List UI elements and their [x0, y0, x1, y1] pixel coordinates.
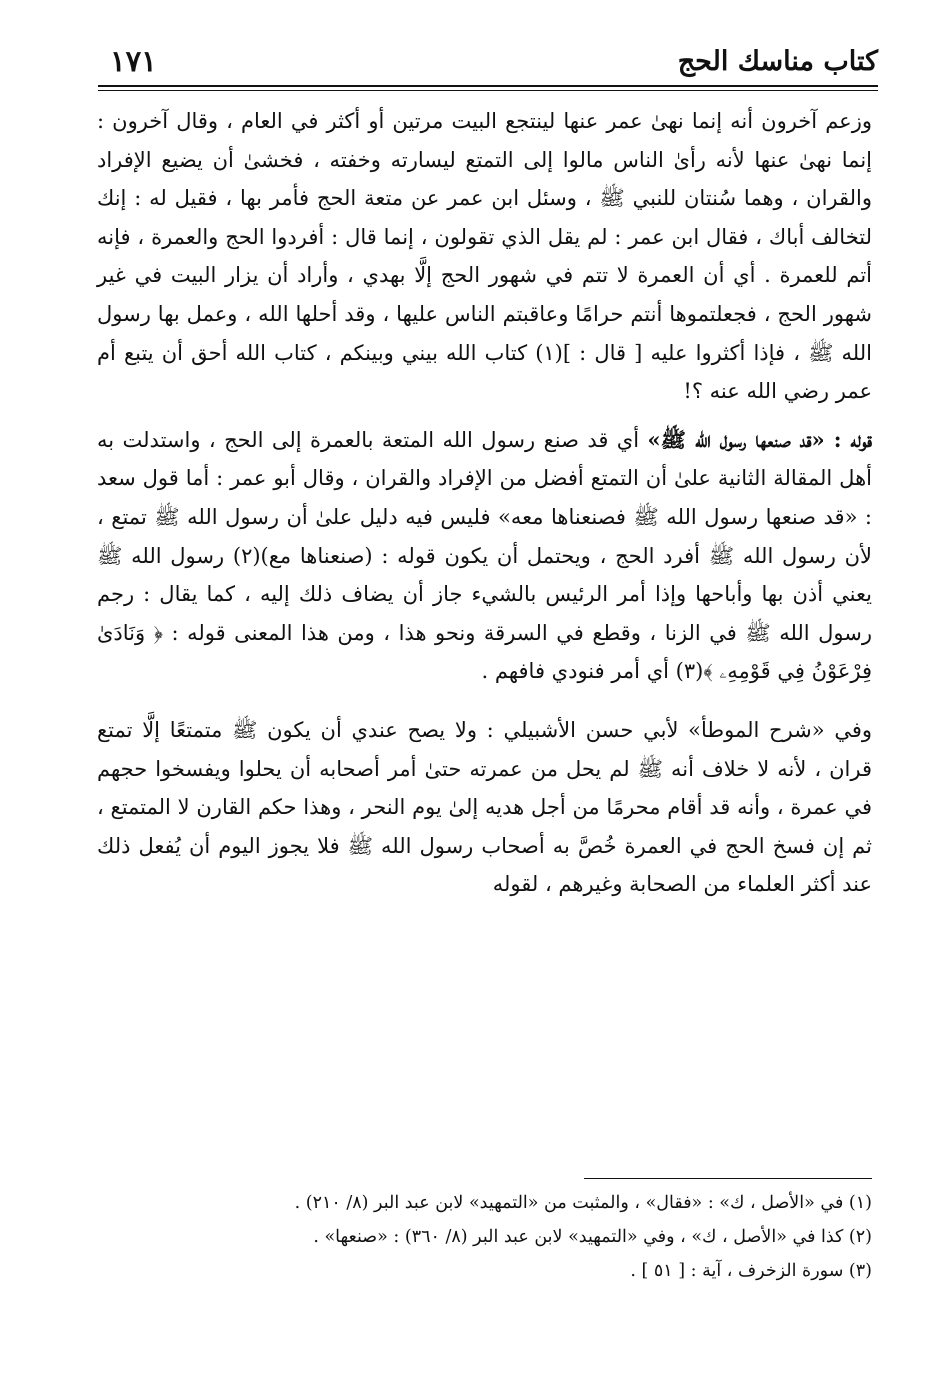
- paragraph-text: أي قد صنع رسول الله المتعة بالعمرة إلى الحج ، واستدلت به أهل المقالة الثانية علىٰ أن التمتع أفضل من الإفراد والقران ، وقال أبو عمر : أما قول سعد : «قد صنعها رسول الله ﷺ فصنعناها معه» فليس فيه دليل علىٰ أن رسول الله ﷺ تمتع ، لأن رسول الله ﷺ أفرد الحج ، ويحتمل أن يكون قوله : (صنعناها مع)(٢) رسول الله ﷺ يعني أذن بها وأباحها وإذا أمر الرئيس بالشيء جاز أن يضاف ذلك إليه ، كما يقال : رجم رسول الله ﷺ في الزنا ، وقطع في السرقة ونحو هذا ، ومن هذا المعنى قوله : ﴿ وَنَادَىٰ فِرْعَوْنُ فِي قَوْمِهِۦ ﴾(٣) أي أمر فنودي فافهم .: [97, 427, 872, 684]
- header-rule: [98, 85, 878, 87]
- footnotes: [97, 1186, 872, 1288]
- running-title: كتاب مناسك الحج: [677, 46, 878, 77]
- paragraph: [97, 711, 872, 904]
- paragraph: [97, 421, 872, 691]
- page-number: ١٧١: [110, 44, 157, 78]
- paragraph-lead: قوله : «قد صنعها رسول الله ﷺ»: [647, 426, 872, 452]
- page-header: [100, 38, 878, 88]
- paragraph-text: وفي «شرح الموطأ» لأبي حسن الأشبيلي : ولا يصح عندي أن يكون ﷺ متمتعًا إلَّا تمتع قران ، لأنه لا خلاف أنه ﷺ لم يحل من عمرته حتىٰ أمر أصحابه أن يحلوا ويفسخوا حجهم في عمرة ، وأنه قد أقام محرمًا من أجل هديه إلىٰ يوم النحر ، وهذا حكم القارن لا المتمتع ، ثم إن فسخ الحج في العمرة خُصَّ به أصحاب رسول الله ﷺ فلا يجوز اليوم أن يُفعل ذلك عند أكثر العلماء من الصحابة وغيرهم ، لقوله: [97, 717, 872, 897]
- footnote: (٣) سورة الزخرف ، آية : [ ٥١ ] .: [630, 1261, 872, 1281]
- footnote: (١) في «الأصل ، ك» : «فقال» ، والمثبت من «التمهيد» لابن عبد البر (٨/ ٢١٠) .: [294, 1193, 872, 1213]
- paragraph: [97, 102, 872, 411]
- paragraph-text: وزعم آخرون أنه إنما نهىٰ عمر عنها لينتجع البيت مرتين أو أكثر في العام ، وقال آخرون : إنما نهىٰ عنها لأنه رأىٰ الناس مالوا إلى التمتع ليسارته وخفته ، فخشىٰ أن يضيع الإفراد والقران ، وهما سُنتان للنبي ﷺ ، وسئل ابن عمر عن متعة الحج فأمر بها ، فقيل له : إنك لتخالف أباك ، فقال ابن عمر : لم يقل الذي تقولون ، إنما قال : أفردوا الحج والعمرة ، فإنه أتم للعمرة . أي أن العمرة لا تتم في شهور الحج إلَّا بهدي ، وأراد أن يزار البيت في غير شهور الحج ، فجعلتموها أنتم حرامًا وعاقبتم الناس عليها ، وقد أحلها الله ، وعمل بها رسول الله ﷺ ، فإذا أكثروا عليه [ قال : ](١) كتاب الله بيني وبينكم ، كتاب الله أحق أن يتبع أم عمر رضي الله عنه ؟!: [97, 109, 872, 404]
- header-rule-thin: [98, 90, 878, 91]
- footnote-separator: [584, 1178, 872, 1179]
- footnote: (٢) كذا في «الأصل ، ك» ، وفي «التمهيد» لابن عبد البر (٨/ ٣٦٠) : «صنعها» .: [313, 1227, 872, 1247]
- main-text: [97, 102, 872, 904]
